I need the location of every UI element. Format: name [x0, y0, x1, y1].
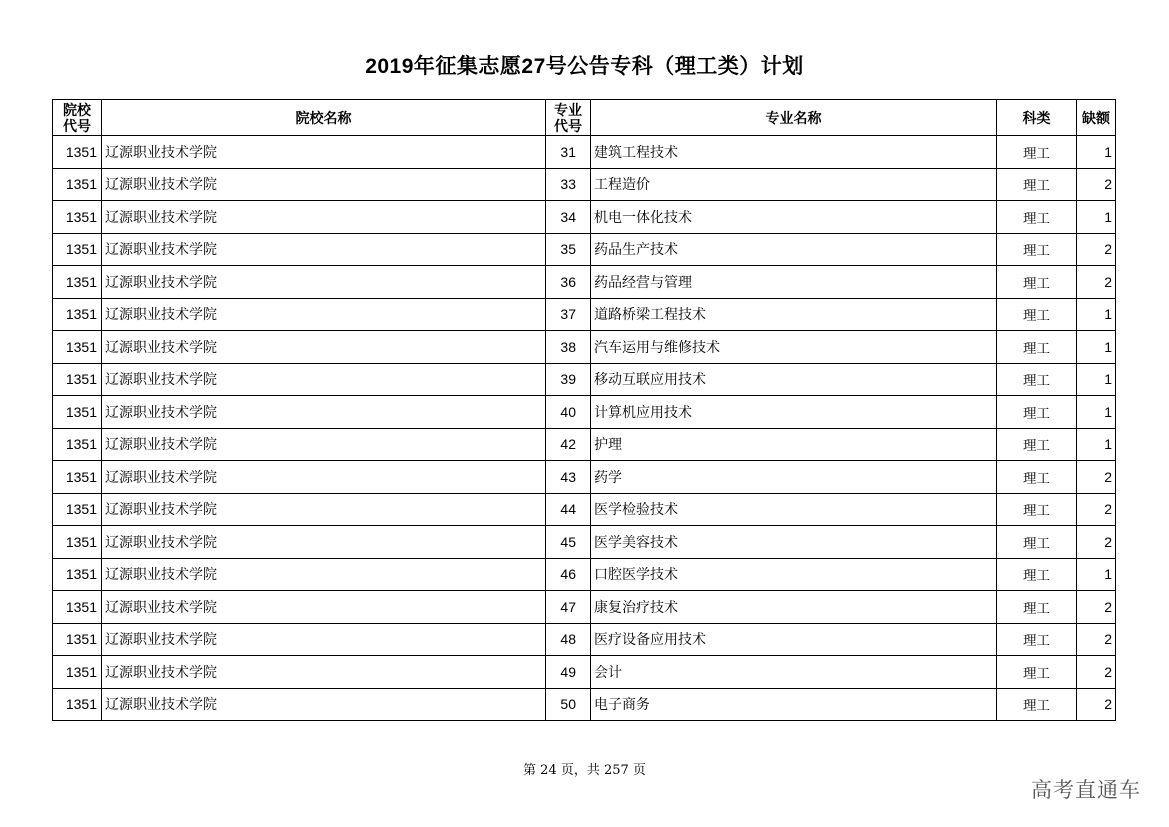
table-row — [53, 623, 1116, 656]
cell-category: 理工 — [997, 623, 1077, 656]
cell-school-name: 辽源职业技术学院 — [102, 656, 546, 689]
table-row — [53, 298, 1116, 331]
table-header-row — [53, 100, 1116, 136]
header-quota: 缺额 — [1077, 100, 1116, 136]
cell-major-name: 道路桥梁工程技术 — [591, 298, 997, 331]
table-row — [53, 688, 1116, 721]
table-row — [53, 363, 1116, 396]
cell-major-code: 48 — [546, 623, 591, 656]
cell-category: 理工 — [997, 331, 1077, 364]
cell-major-name: 机电一体化技术 — [591, 201, 997, 234]
cell-major-name: 移动互联应用技术 — [591, 363, 997, 396]
cell-major-name: 医学检验技术 — [591, 493, 997, 526]
cell-category: 理工 — [997, 136, 1077, 169]
cell-quota: 1 — [1077, 136, 1116, 169]
cell-major-code: 44 — [546, 493, 591, 526]
cell-quota: 2 — [1077, 591, 1116, 624]
cell-school-code: 1351 — [53, 688, 102, 721]
cell-school-code: 1351 — [53, 461, 102, 494]
cell-major-code: 47 — [546, 591, 591, 624]
cell-category: 理工 — [997, 233, 1077, 266]
header-school-code: 院校 代号 — [53, 100, 102, 136]
cell-school-code: 1351 — [53, 363, 102, 396]
cell-major-name: 工程造价 — [591, 168, 997, 201]
table-body — [53, 136, 1116, 721]
cell-school-code: 1351 — [53, 136, 102, 169]
cell-school-name: 辽源职业技术学院 — [102, 298, 546, 331]
watermark-text: 高考直通车 — [1031, 778, 1141, 802]
cell-school-code: 1351 — [53, 396, 102, 429]
cell-school-code: 1351 — [53, 331, 102, 364]
cell-quota: 2 — [1077, 168, 1116, 201]
cell-quota: 1 — [1077, 558, 1116, 591]
cell-school-name: 辽源职业技术学院 — [102, 201, 546, 234]
cell-major-name: 医学美容技术 — [591, 526, 997, 559]
cell-major-code: 43 — [546, 461, 591, 494]
cell-quota: 1 — [1077, 298, 1116, 331]
cell-school-name: 辽源职业技术学院 — [102, 396, 546, 429]
cell-major-name: 药学 — [591, 461, 997, 494]
cell-category: 理工 — [997, 688, 1077, 721]
table-row — [53, 493, 1116, 526]
cell-category: 理工 — [997, 656, 1077, 689]
cell-major-name: 会计 — [591, 656, 997, 689]
cell-quota: 1 — [1077, 396, 1116, 429]
cell-quota: 1 — [1077, 428, 1116, 461]
cell-major-code: 45 — [546, 526, 591, 559]
cell-school-name: 辽源职业技术学院 — [102, 168, 546, 201]
table-row — [53, 428, 1116, 461]
cell-quota: 2 — [1077, 233, 1116, 266]
header-major-name: 专业名称 — [591, 100, 997, 136]
table-row — [53, 558, 1116, 591]
cell-school-code: 1351 — [53, 591, 102, 624]
cell-quota: 2 — [1077, 688, 1116, 721]
cell-school-name: 辽源职业技术学院 — [102, 461, 546, 494]
cell-category: 理工 — [997, 298, 1077, 331]
cell-quota: 2 — [1077, 493, 1116, 526]
cell-school-code: 1351 — [53, 266, 102, 299]
cell-school-code: 1351 — [53, 526, 102, 559]
cell-quota: 2 — [1077, 623, 1116, 656]
table-row — [53, 461, 1116, 494]
cell-school-name: 辽源职业技术学院 — [102, 363, 546, 396]
cell-school-name: 辽源职业技术学院 — [102, 688, 546, 721]
cell-category: 理工 — [997, 266, 1077, 299]
cell-school-code: 1351 — [53, 201, 102, 234]
header-category: 科类 — [997, 100, 1077, 136]
cell-school-name: 辽源职业技术学院 — [102, 558, 546, 591]
cell-major-name: 医疗设备应用技术 — [591, 623, 997, 656]
cell-school-name: 辽源职业技术学院 — [102, 136, 546, 169]
table-row — [53, 168, 1116, 201]
cell-school-code: 1351 — [53, 623, 102, 656]
cell-quota: 2 — [1077, 656, 1116, 689]
cell-school-name: 辽源职业技术学院 — [102, 233, 546, 266]
cell-quota: 1 — [1077, 363, 1116, 396]
table-row — [53, 136, 1116, 169]
table-row — [53, 201, 1116, 234]
cell-quota: 1 — [1077, 201, 1116, 234]
cell-category: 理工 — [997, 396, 1077, 429]
cell-category: 理工 — [997, 558, 1077, 591]
table-row — [53, 526, 1116, 559]
table-row — [53, 233, 1116, 266]
cell-quota: 2 — [1077, 266, 1116, 299]
cell-major-name: 建筑工程技术 — [591, 136, 997, 169]
cell-major-code: 40 — [546, 396, 591, 429]
cell-school-code: 1351 — [53, 428, 102, 461]
cell-major-code: 38 — [546, 331, 591, 364]
table-row — [53, 656, 1116, 689]
cell-major-code: 34 — [546, 201, 591, 234]
cell-major-name: 康复治疗技术 — [591, 591, 997, 624]
cell-category: 理工 — [997, 461, 1077, 494]
cell-school-code: 1351 — [53, 558, 102, 591]
cell-school-name: 辽源职业技术学院 — [102, 331, 546, 364]
header-school-name: 院校名称 — [102, 100, 546, 136]
cell-major-name: 护理 — [591, 428, 997, 461]
cell-major-code: 31 — [546, 136, 591, 169]
cell-school-name: 辽源职业技术学院 — [102, 623, 546, 656]
cell-major-code: 37 — [546, 298, 591, 331]
page-title: 2019年征集志愿27号公告专科（理工类）计划 — [365, 55, 804, 78]
cell-school-code: 1351 — [53, 298, 102, 331]
cell-quota: 2 — [1077, 461, 1116, 494]
cell-major-code: 46 — [546, 558, 591, 591]
table-row — [53, 266, 1116, 299]
page-number: 第 24 页，共 257 页 — [523, 763, 646, 778]
cell-major-code: 35 — [546, 233, 591, 266]
cell-major-name: 电子商务 — [591, 688, 997, 721]
cell-major-name: 药品生产技术 — [591, 233, 997, 266]
enrollment-plan-table — [52, 99, 1116, 721]
cell-category: 理工 — [997, 201, 1077, 234]
cell-category: 理工 — [997, 526, 1077, 559]
cell-major-code: 36 — [546, 266, 591, 299]
cell-major-name: 口腔医学技术 — [591, 558, 997, 591]
cell-quota: 1 — [1077, 331, 1116, 364]
cell-school-name: 辽源职业技术学院 — [102, 266, 546, 299]
cell-major-code: 50 — [546, 688, 591, 721]
cell-school-name: 辽源职业技术学院 — [102, 591, 546, 624]
cell-major-code: 42 — [546, 428, 591, 461]
cell-major-name: 计算机应用技术 — [591, 396, 997, 429]
cell-quota: 2 — [1077, 526, 1116, 559]
cell-major-code: 49 — [546, 656, 591, 689]
cell-major-code: 33 — [546, 168, 591, 201]
cell-school-code: 1351 — [53, 233, 102, 266]
cell-category: 理工 — [997, 493, 1077, 526]
cell-school-name: 辽源职业技术学院 — [102, 428, 546, 461]
cell-major-name: 汽车运用与维修技术 — [591, 331, 997, 364]
cell-major-code: 39 — [546, 363, 591, 396]
table-row — [53, 331, 1116, 364]
table-row — [53, 396, 1116, 429]
cell-category: 理工 — [997, 591, 1077, 624]
cell-school-code: 1351 — [53, 168, 102, 201]
table-row — [53, 591, 1116, 624]
cell-school-code: 1351 — [53, 493, 102, 526]
cell-school-name: 辽源职业技术学院 — [102, 526, 546, 559]
cell-school-code: 1351 — [53, 656, 102, 689]
header-major-code: 专业 代号 — [546, 100, 591, 136]
cell-category: 理工 — [997, 428, 1077, 461]
cell-category: 理工 — [997, 168, 1077, 201]
cell-major-name: 药品经营与管理 — [591, 266, 997, 299]
cell-school-name: 辽源职业技术学院 — [102, 493, 546, 526]
cell-category: 理工 — [997, 363, 1077, 396]
